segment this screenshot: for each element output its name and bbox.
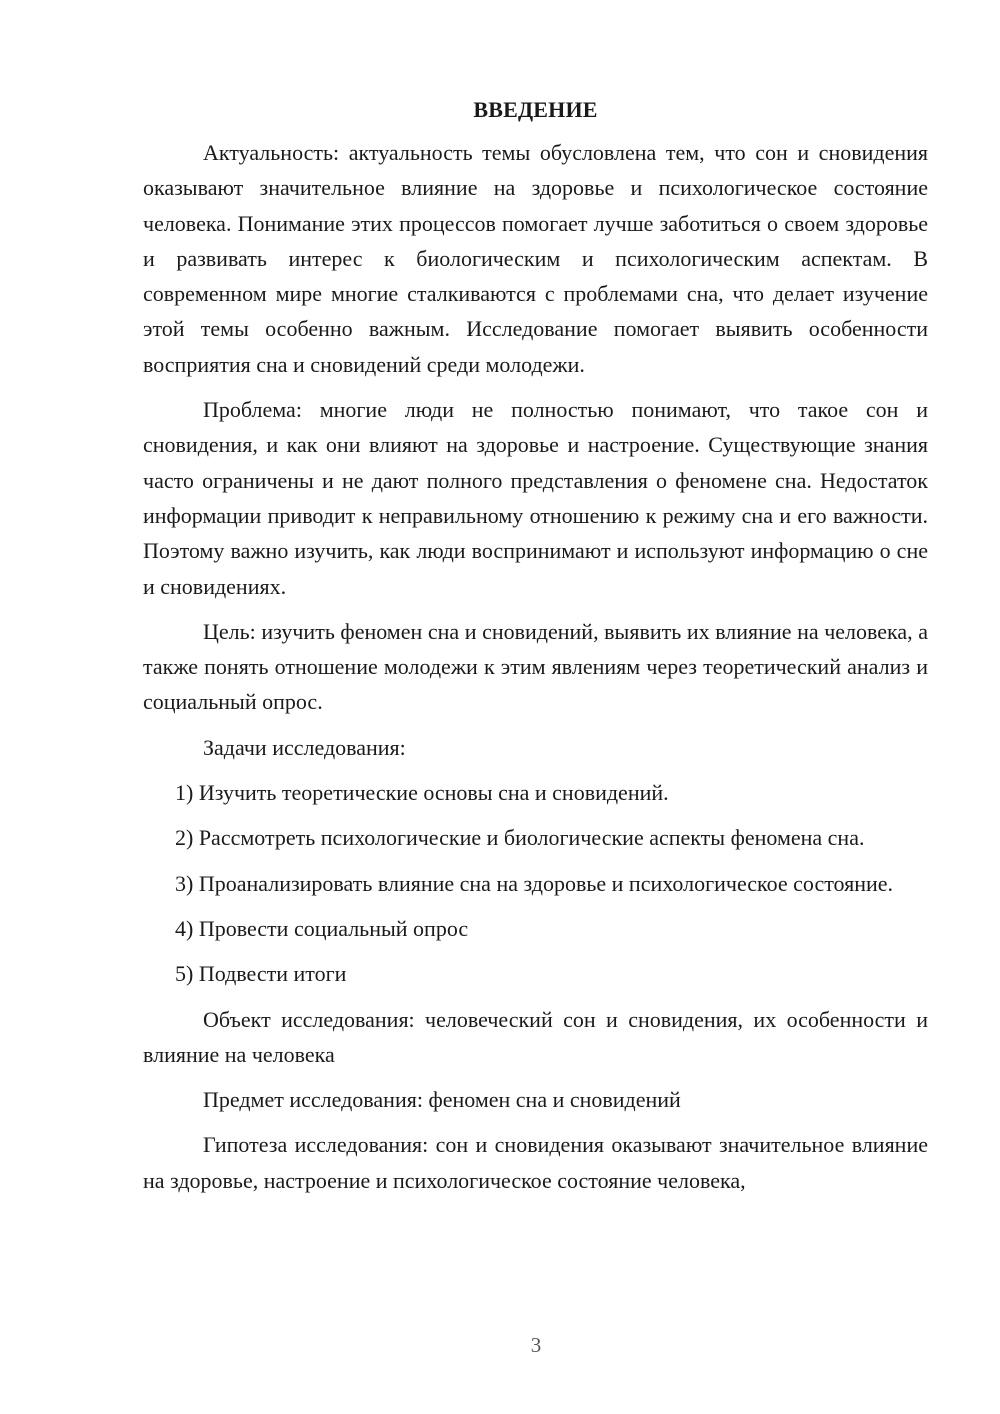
task-item-1: 1) Изучить теоретические основы сна и сновидений. — [175, 780, 669, 806]
object-paragraph: Объект исследования: человеческий сон и сновидения, их особенности и влияние на человека — [143, 1006, 928, 1067]
goal-paragraph: Цель: изучить феномен сна и сновидений, выявить их влияние на человека, а также понять отношение молодежи к этим явлениям через теоретический анализ и социальный опрос. — [143, 618, 928, 715]
hypothesis-paragraph: Гипотеза исследования: сон и сновидения оказывают значительное влияние на здоровье, настроение и психологическое состояние человека, — [143, 1132, 928, 1193]
subject-paragraph: Предмет исследования: феномен сна и сновидений — [203, 1087, 681, 1113]
task-item-2: 2) Рассмотреть психологические и биологические аспекты феномена сна. — [175, 825, 865, 851]
relevance-paragraph: Актуальность: актуальность темы обусловлена тем, что сон и сновидения оказывают значительное влияние на здоровье и психологическое состояние человека. Понимание этих процессов помогает лучше заботиться о своем здоровье и развивать интерес к биологическим и психологическим аспектам. В современном мире многие сталкиваются с проблемами сна, что делает изучение этой темы особенно важным. Исследование помогает выявить особенности восприятия сна и сновидений среди молодежи. — [143, 140, 928, 377]
tasks-heading: Задачи исследования: — [203, 734, 406, 760]
problem-paragraph: Проблема: многие люди не полностью понимают, что такое сон и сновидения, и как они влияют на здоровье и настроение. Существующие знания часто ограничены и не дают полного представления о феномене сна. Недостаток информации приводит к неправильному отношению к режиму сна и его важности. Поэтому важно изучить, как люди воспринимают и используют информацию о сне и сновидениях. — [143, 397, 928, 599]
task-item-4: 4) Провести социальный опрос — [175, 915, 469, 941]
page-title: ВВЕДЕНИЕ — [473, 97, 598, 122]
page-content — [143, 95, 928, 1208]
task-item-3: 3) Проанализировать влияние сна на здоровье и психологическое состояние. — [175, 870, 894, 896]
task-item-5: 5) Подвести итоги — [175, 961, 347, 987]
page-number: 3 — [530, 1333, 542, 1357]
